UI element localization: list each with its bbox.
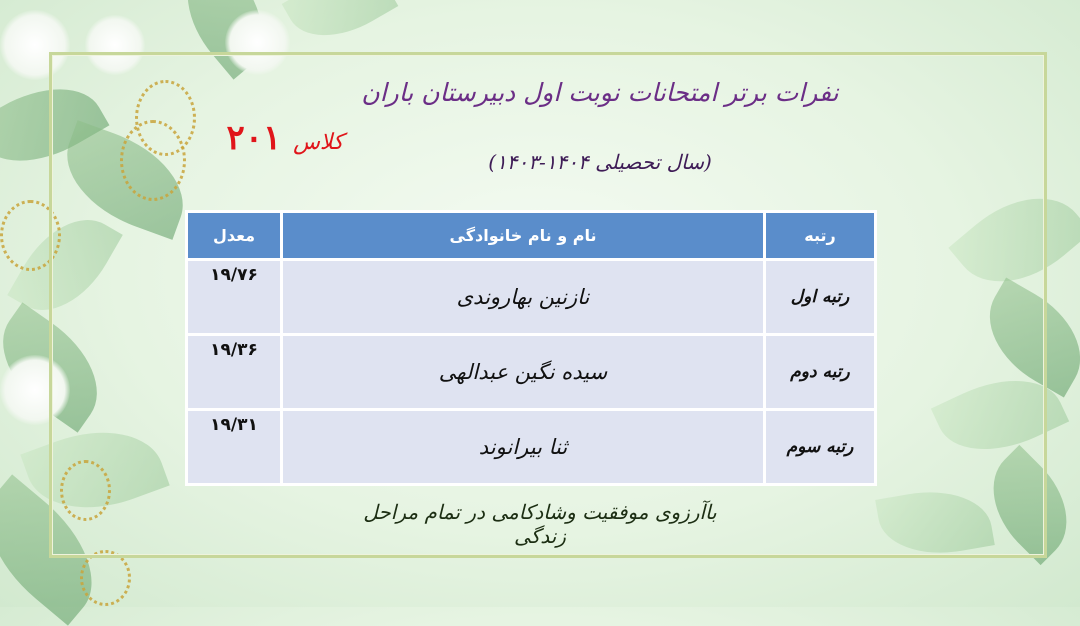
average-cell: ۱۹/۳۶ [188,336,280,408]
rank-cell: رتبه دوم [766,336,874,408]
gold-leaf-outline [80,550,131,606]
table-row [188,411,874,483]
average-cell: ۱۹/۷۶ [188,261,280,333]
name-cell: نازنین بهاروندی [283,261,763,333]
class-word: کلاس [293,130,344,155]
page-title: نفرات برتر امتحانات نوبت اول دبیرستان باران [361,78,839,107]
page-subtitle: (سال تحصیلی ۱۴۰۴-۱۴۰۳) [488,150,712,174]
rank-cell: رتبه سوم [766,411,874,483]
class-label [205,118,365,158]
ranking-table [185,210,877,486]
leaf-decoration [282,0,399,56]
footer-wish: باآرزوی موفقیت وشادکامی در تمام مراحل زندگی [363,500,717,548]
rank-cell: رتبه اول [766,261,874,333]
average-cell: ۱۹/۳۱ [188,411,280,483]
name-cell: ثنا بیرانوند [283,411,763,483]
header-name: نام و نام خانوادگی [283,213,763,258]
header-average: معدل [188,213,280,258]
table-row [188,336,874,408]
name-cell: سیده نگین عبدالهی [283,336,763,408]
table-header-row [188,213,874,258]
header-rank: رتبه [766,213,874,258]
class-number: ۲۰۱ [226,118,282,158]
table-row [188,261,874,333]
